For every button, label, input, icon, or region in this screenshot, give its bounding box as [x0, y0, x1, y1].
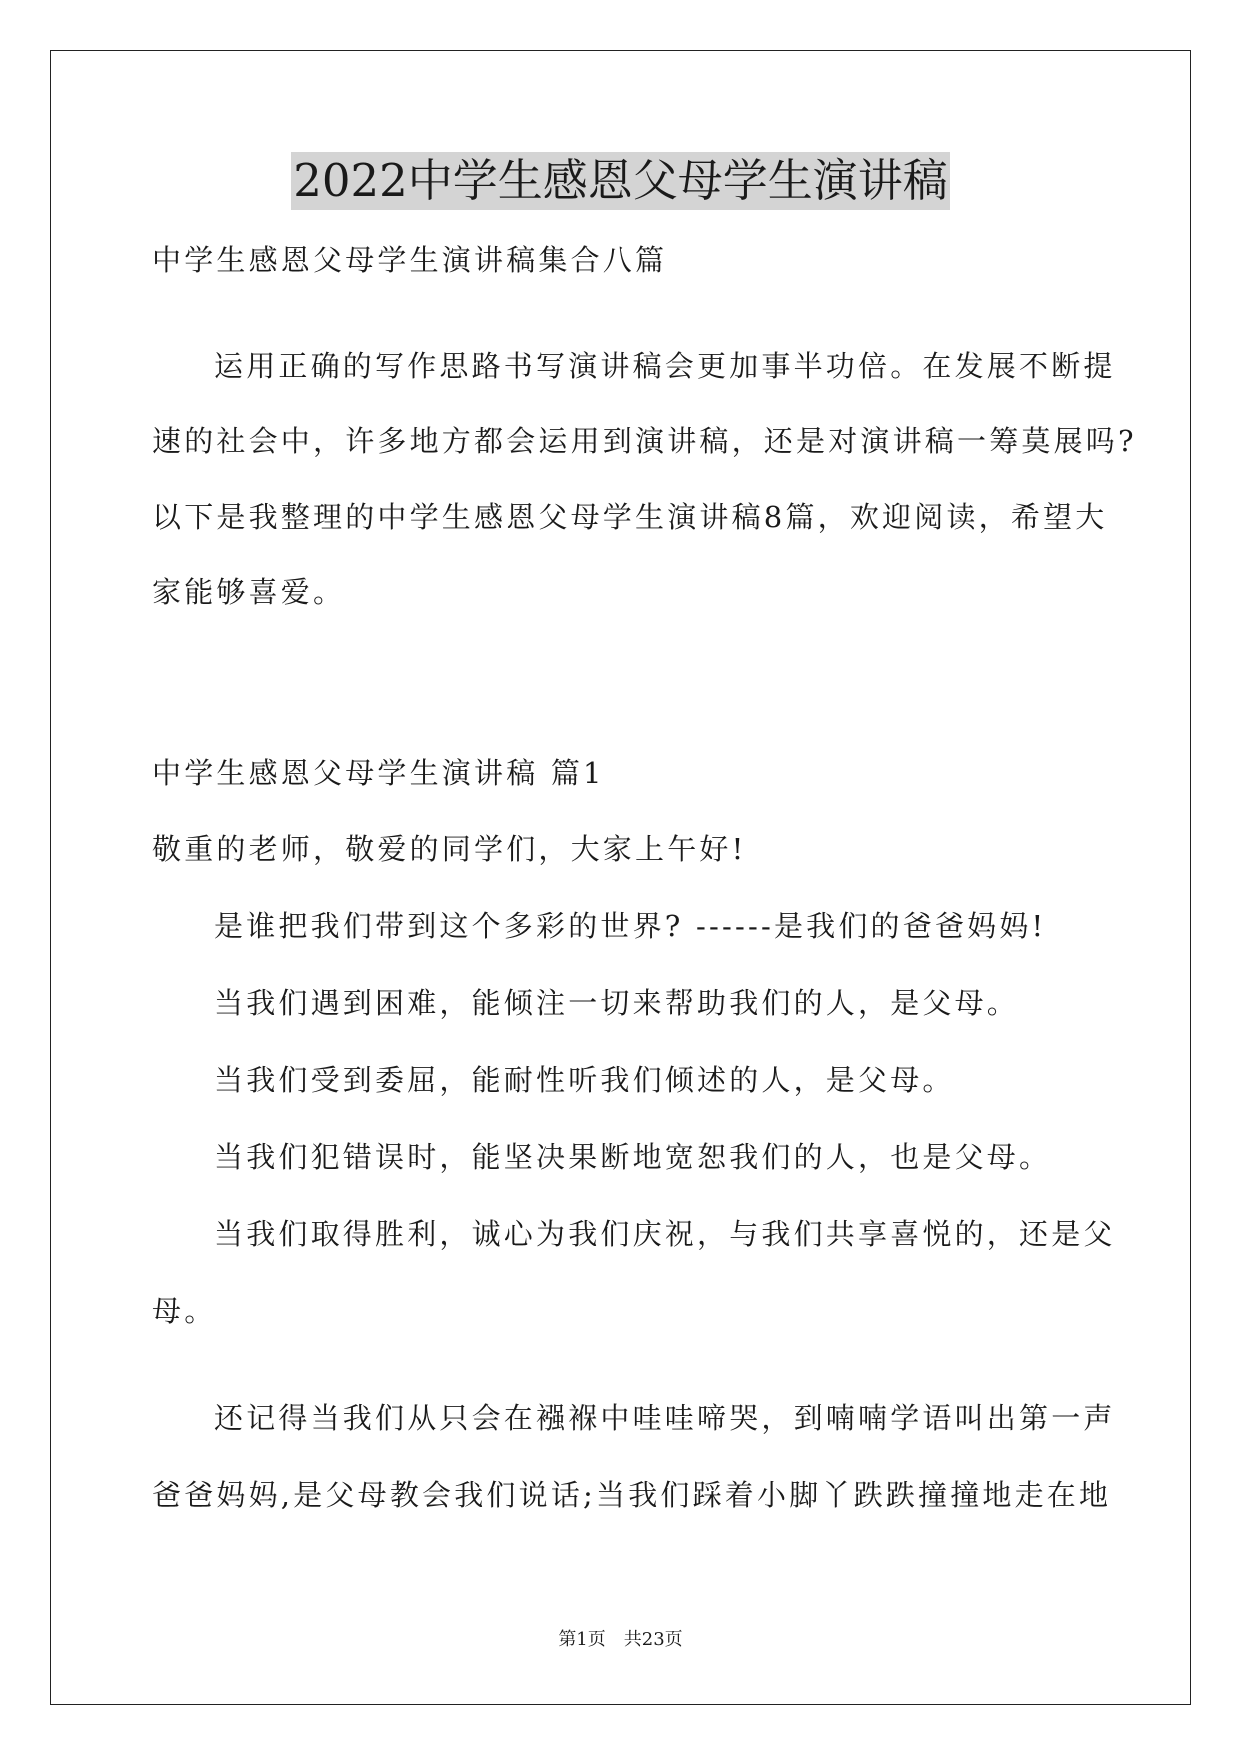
paragraph-line: 当我们犯错误时，能坚决果断地宽恕我们的人，也是父母。: [214, 1140, 1052, 1174]
title-container: [0, 152, 1241, 210]
paragraph-line: 母。: [152, 1294, 217, 1328]
paragraph-line: 以下是我整理的中学生感恩父母学生演讲稿8篇，欢迎阅读，希望大: [152, 500, 1108, 534]
paragraph-line: 当我们取得胜利，诚心为我们庆祝，与我们共享喜悦的，还是父: [214, 1217, 1116, 1251]
paragraph-line: 爸爸妈妈,是父母教会我们说话;当我们踩着小脚丫跌跌撞撞地走在地: [152, 1478, 1112, 1512]
page-footer: [0, 1628, 1241, 1652]
paragraph-line: 当我们遇到困难，能倾注一切来帮助我们的人，是父母。: [214, 986, 1020, 1020]
document-title: 2022中学生感恩父母学生演讲稿: [291, 152, 950, 210]
paragraph-line: 家能够喜爱。: [152, 575, 346, 609]
page-border: [50, 50, 1191, 1705]
paragraph-line: 还记得当我们从只会在襁褓中哇哇啼哭，到喃喃学语叫出第一声: [214, 1401, 1116, 1435]
subtitle-line: 中学生感恩父母学生演讲稿集合八篇: [152, 243, 668, 277]
greeting-line: 敬重的老师，敬爱的同学们，大家上午好!: [152, 832, 747, 866]
paragraph-line: 运用正确的写作思路书写演讲稿会更加事半功倍。在发展不断提: [214, 349, 1116, 383]
paragraph-line: 当我们受到委屈，能耐性听我们倾述的人，是父母。: [214, 1063, 955, 1097]
section-heading: 中学生感恩父母学生演讲稿 篇1: [152, 756, 605, 790]
paragraph-line: 是谁把我们带到这个多彩的世界? ------是我们的爸爸妈妈!: [214, 909, 1047, 943]
page-number: 第1页 共23页: [558, 1629, 683, 1650]
paragraph-line: 速的社会中，许多地方都会运用到演讲稿，还是对演讲稿一筹莫展吗?: [152, 424, 1137, 458]
